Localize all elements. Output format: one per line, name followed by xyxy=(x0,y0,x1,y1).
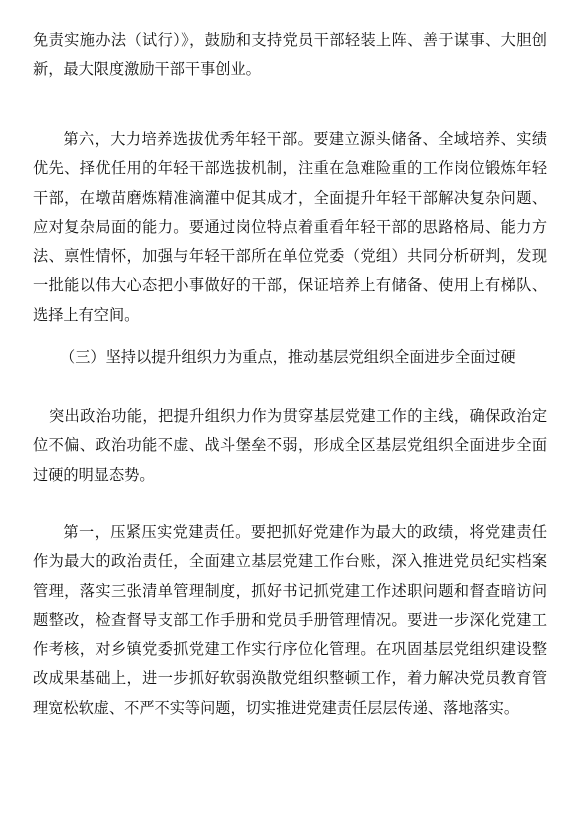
paragraph-party-building-responsibility: 第一，压紧压实党建责任。要把抓好党建作为最大的政绩，将党建责任作为最大的政治责任，全面建立基层党建工作台账，深入推进党员纪实档案管理，落实三张清单管理制度，抓好书记抓党建工作述职问题和督查暗访问题整改，检查督导支部工作手册和党员手册管理情况。要进一步深化党建工作考核，对乡镇党委抓党建工作实行序位化管理。在巩固基层党组织建设整改成果基础上，进一步抓好软弱涣散党组织整顿工作，着力解决党员教育管理宽松软虚、不严不实等问题，切实推进党建责任层层传递、落地落实。 xyxy=(33,523,547,717)
paragraph-political-function: 突出政治功能，把提升组织力作为贯穿基层党建工作的主线，确保政治定位不偏、政治功能不虚、战斗堡垒不弱，形成全区基层党组织全面进步全面过硬的明显态势。 xyxy=(33,407,547,484)
paragraph-accountability-exemption: 免责实施办法（试行）》，鼓励和支持党员干部轻装上阵、善于谋事、大胆创新，最大限度激励干部干事创业。 xyxy=(33,31,547,79)
section-heading-organizational-strength: （三）坚持以提升组织力为重点，推动基层党组织全面进步全面过硬 xyxy=(60,348,516,366)
paragraph-young-cadres: 第六，大力培养选拔优秀年轻干部。要建立源头储备、全域培养、实绩优先、择优任用的年轻干部选拔机制，注重在急难险重的工作岗位锻炼年轻干部，在墩苗磨炼精准滴灌中促其成才，全面提升年轻干部解决复杂问题、应对复杂局面的能力。要通过岗位特点着重看年轻干部的思路格局、能力方法、禀性情怀，加强与年轻干部所在单位党委（党组）共同分析研判，发现一批能以伟大心态把小事做好的干部，保证培养上有储备、使用上有梯队、选择上有空间。 xyxy=(33,130,547,324)
